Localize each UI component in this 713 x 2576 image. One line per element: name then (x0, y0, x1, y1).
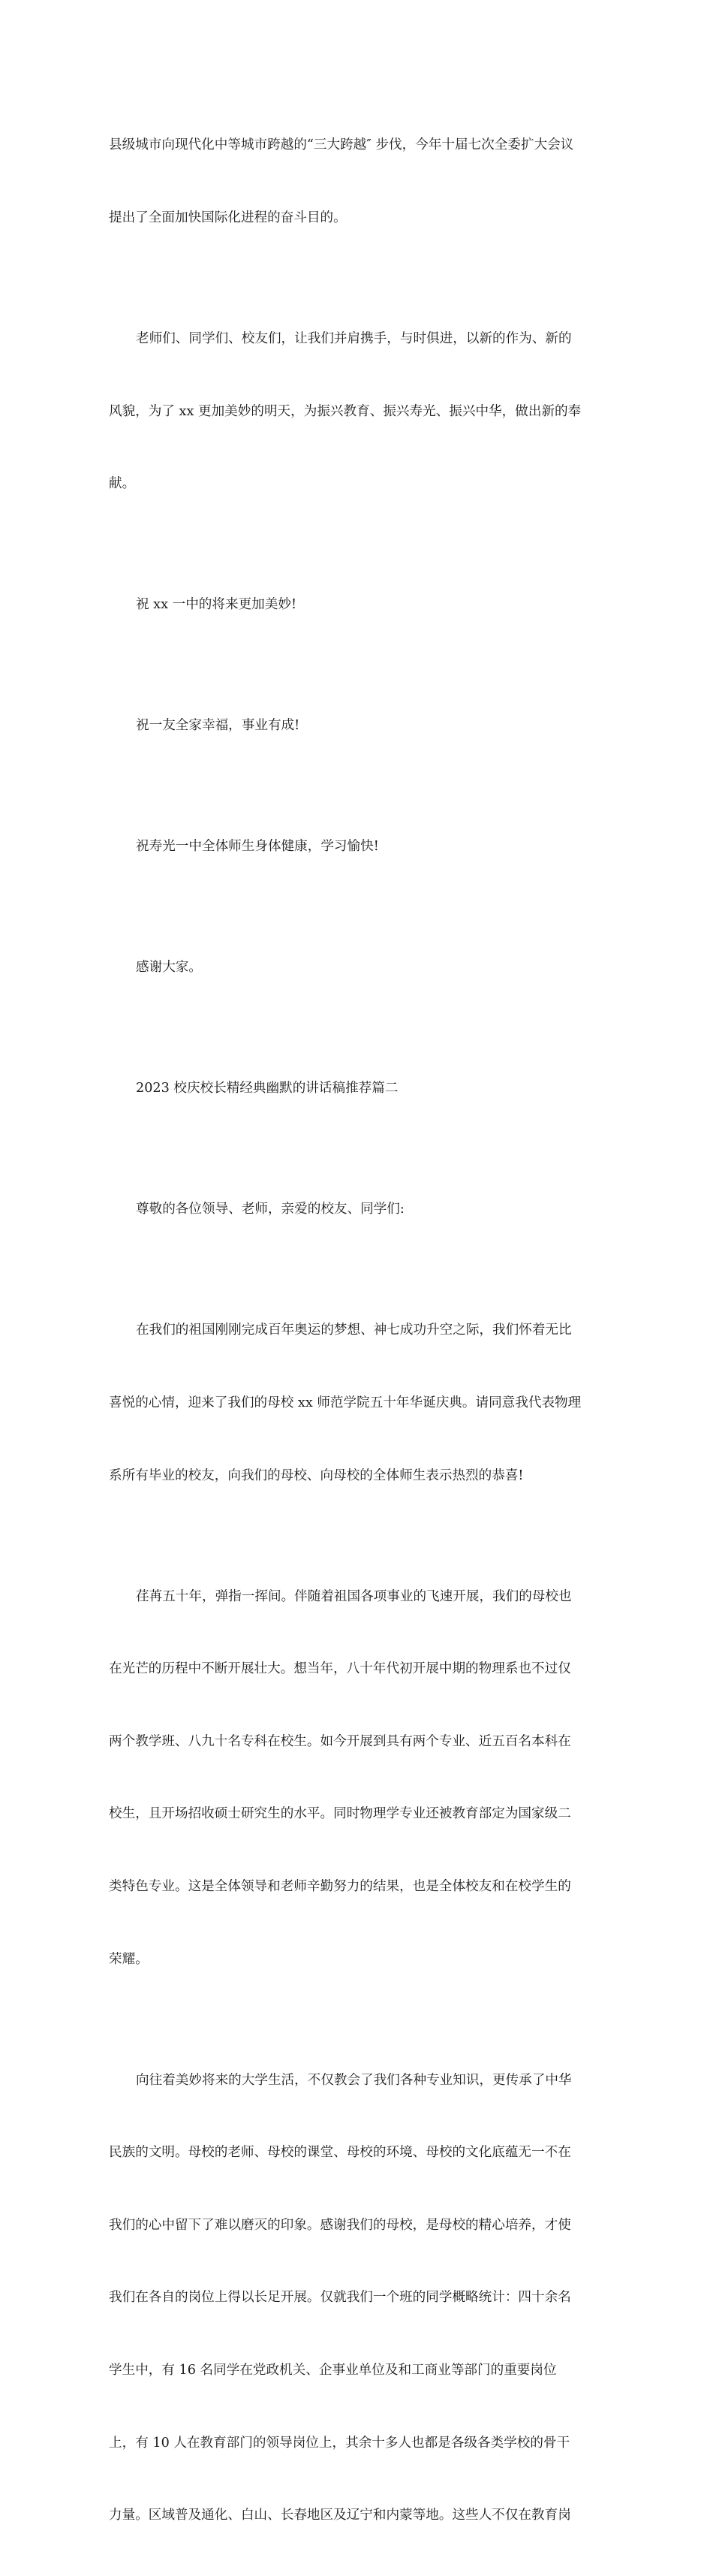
text-line: 两个教学班、八九十名专科在校生。如今开展到具有两个专业、近五百名本科在 (109, 1733, 571, 1749)
text-line: 荏苒五十年，弹指一挥间。伴随着祖国各项事业的飞速开展，我们的母校也 (136, 1588, 572, 1604)
text-line: 祝一友全家幸福，事业有成! (136, 718, 300, 734)
paragraph (109, 85, 604, 279)
text-line: 感谢大家。 (136, 960, 202, 976)
paragraph (109, 1536, 604, 2019)
paragraph (109, 1270, 604, 1536)
section-heading (109, 1028, 604, 1149)
paragraph (109, 786, 604, 907)
paragraph (109, 907, 604, 1028)
text-line: 尊敬的各位领导、老师，亲爱的校友、同学们: (136, 1202, 405, 1217)
text-line: 在我们的祖国刚刚完成百年奥运的梦想、神七成功升空之际，我们怀着无比 (136, 1323, 572, 1338)
text-line: 喜悦的心情，迎来了我们的母校 xx 师范学院五十年华诞庆典。请同意我代表物理 (109, 1395, 582, 1410)
text-line: 献。 (109, 476, 136, 492)
text-line: 我们的心中留下了难以磨灭的印象。感谢我们的母校，是母校的精心培养，才使 (109, 2217, 571, 2233)
text-line: 祝 xx 一中的将来更加美妙! (136, 597, 297, 613)
text-line: 提出了全面加快国际化进程的奋斗目的。 (109, 210, 347, 226)
text-line: 祝寿光一中全体师生身体健康，学习愉快! (136, 839, 379, 855)
text-line: 荣耀。 (109, 1951, 149, 1967)
text-line: 老师们、同学们、校友们，让我们并肩携手，与时俱进，以新的作为、新的 (136, 331, 572, 347)
paragraph (109, 544, 604, 665)
text-line: 风貌，为了 xx 更加美妙的明天，为振兴教育、振兴寿光、振兴中华，做出新的奉 (109, 403, 582, 419)
text-line: 校生，且开场招收硕士研究生的水平。同时物理学专业还被教育部定为国家级二 (109, 1806, 571, 1822)
text-line: 我们在各自的岗位上得以长足开展。仅就我们一个班的同学概略统计：四十余名 (109, 2290, 571, 2306)
paragraph (109, 279, 604, 544)
salutation (109, 1149, 604, 1270)
text-line: 在光芒的历程中不断开展壮大。想当年，八十年代初开展中期的物理系也不过仅 (109, 1661, 571, 1677)
paragraph (109, 2019, 604, 2576)
text-line: 学生中，有 16 名同学在党政机关、企事业单位及和工商业等部门的重要岗位 (109, 2363, 557, 2378)
text-line: 上，有 10 人在教育部门的领导岗位上，其余十多人也都是各级各类学校的骨干 (109, 2435, 570, 2451)
text-line: 向往着美妙将来的大学生活，不仅教会了我们各种专业知识，更传承了中华 (136, 2072, 572, 2088)
document-body (109, 85, 604, 2576)
text-line: 2023 校庆校长精经典幽默的讲话稿推荐篇二 (136, 1081, 399, 1096)
text-line: 力量。区域普及通化、白山、长春地区及辽宁和内蒙等地。这些人不仅在教育岗 (109, 2508, 571, 2523)
text-line: 县级城市向现代化中等城市跨越的“三大跨越″ 步伐，今年十届七次全委扩大会议 (109, 137, 574, 153)
text-line: 民族的文明。母校的老师、母校的课堂、母校的环境、母校的文化底蕴无一不在 (109, 2145, 571, 2161)
paragraph (109, 665, 604, 786)
text-line: 类特色专业。这是全体领导和老师辛勤努力的结果，也是全体校友和在校学生的 (109, 1879, 571, 1895)
text-line: 系所有毕业的校友，向我们的母校、向母校的全体师生表示热烈的恭喜! (109, 1467, 524, 1483)
